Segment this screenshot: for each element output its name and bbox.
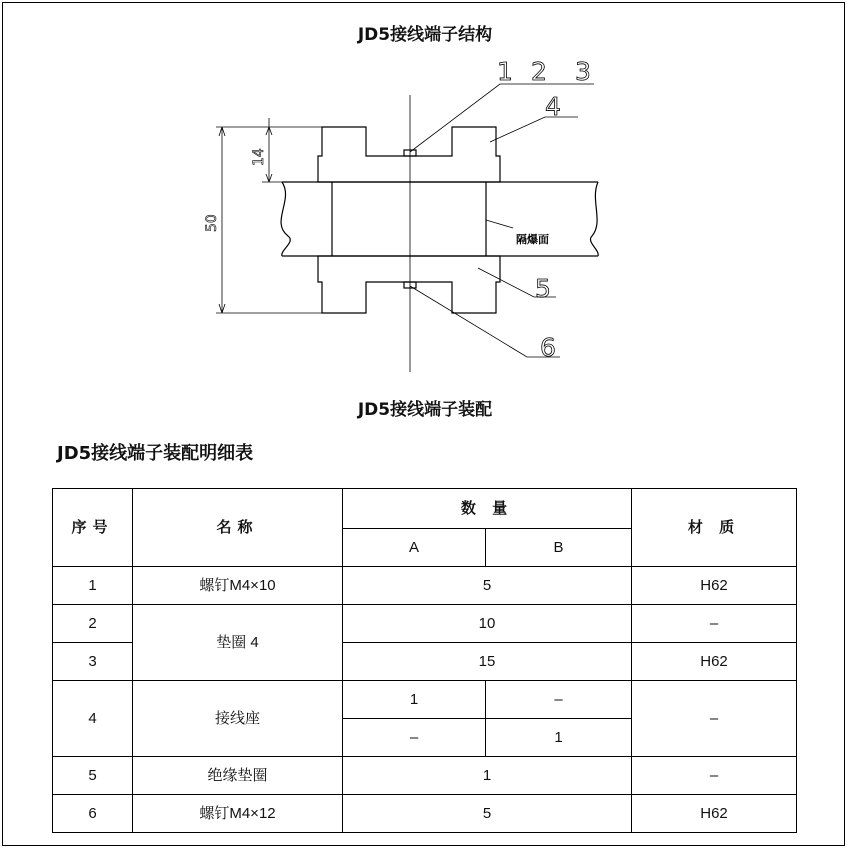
row-name: 螺钉M4×12 xyxy=(133,795,343,833)
dim-top-label: 14 xyxy=(251,148,267,166)
row-qty: 5 xyxy=(343,795,632,833)
callout-6: 6 xyxy=(540,333,556,362)
central-body xyxy=(332,182,486,256)
assembly-title: JD5接线端子装配 xyxy=(357,400,493,420)
table-row xyxy=(53,605,797,643)
callout-1: 1 xyxy=(497,57,513,86)
row-material: H62 xyxy=(632,567,797,605)
header-col-a: A xyxy=(343,529,486,567)
header-material: 材 质 xyxy=(632,489,797,567)
row-name: 绝缘垫圈 xyxy=(133,757,343,795)
leader-flameproof xyxy=(486,220,513,228)
row-qty: 15 xyxy=(343,643,632,681)
assembly-drawing xyxy=(0,0,850,420)
header-name: 名称 xyxy=(133,489,343,567)
row-seq: 5 xyxy=(53,757,133,795)
row-name: 接线座 xyxy=(133,681,343,757)
row-qty-a: 1 xyxy=(343,681,486,719)
header-col-b: B xyxy=(486,529,632,567)
table-row xyxy=(53,757,797,795)
flameproof-label: 隔爆面 xyxy=(516,233,549,246)
left-break-line xyxy=(281,182,290,256)
header-seq: 序号 xyxy=(53,489,133,567)
callout-4: 4 xyxy=(545,92,561,121)
table-title: JD5接线端子装配明细表 xyxy=(57,443,254,464)
row-seq: 6 xyxy=(53,795,133,833)
row-seq: 4 xyxy=(53,681,133,757)
leader-4 xyxy=(490,117,578,142)
wall-plate xyxy=(282,182,598,256)
table-row xyxy=(53,681,797,719)
row-qty-b: – xyxy=(486,681,632,719)
header-quantity: 数 量 xyxy=(343,489,632,529)
table-row xyxy=(53,567,797,605)
callout-5: 5 xyxy=(535,274,551,303)
row-qty-a: – xyxy=(343,719,486,757)
row-seq: 1 xyxy=(53,567,133,605)
row-material: H62 xyxy=(632,643,797,681)
table-header-row xyxy=(53,489,797,529)
row-seq: 3 xyxy=(53,643,133,681)
leader-123 xyxy=(410,84,594,152)
row-material: – xyxy=(632,757,797,795)
row-qty: 10 xyxy=(343,605,632,643)
callout-2: 2 xyxy=(531,57,547,86)
row-qty: 1 xyxy=(343,757,632,795)
row-name: 垫圈 4 xyxy=(133,605,343,681)
row-qty-b: 1 xyxy=(486,719,632,757)
parts-table xyxy=(52,488,797,833)
dim-total-label: 50 xyxy=(204,214,220,232)
row-material: – xyxy=(632,605,797,643)
right-break-line xyxy=(590,182,598,256)
row-seq: 2 xyxy=(53,605,133,643)
row-material: H62 xyxy=(632,795,797,833)
table-row xyxy=(53,795,797,833)
callout-3: 3 xyxy=(575,57,591,86)
row-material: – xyxy=(632,681,797,757)
row-name: 螺钉M4×10 xyxy=(133,567,343,605)
row-qty: 5 xyxy=(343,567,632,605)
top-housing xyxy=(318,127,500,182)
bottom-housing xyxy=(318,256,500,313)
structure-title: JD5接线端子结构 xyxy=(357,25,493,45)
